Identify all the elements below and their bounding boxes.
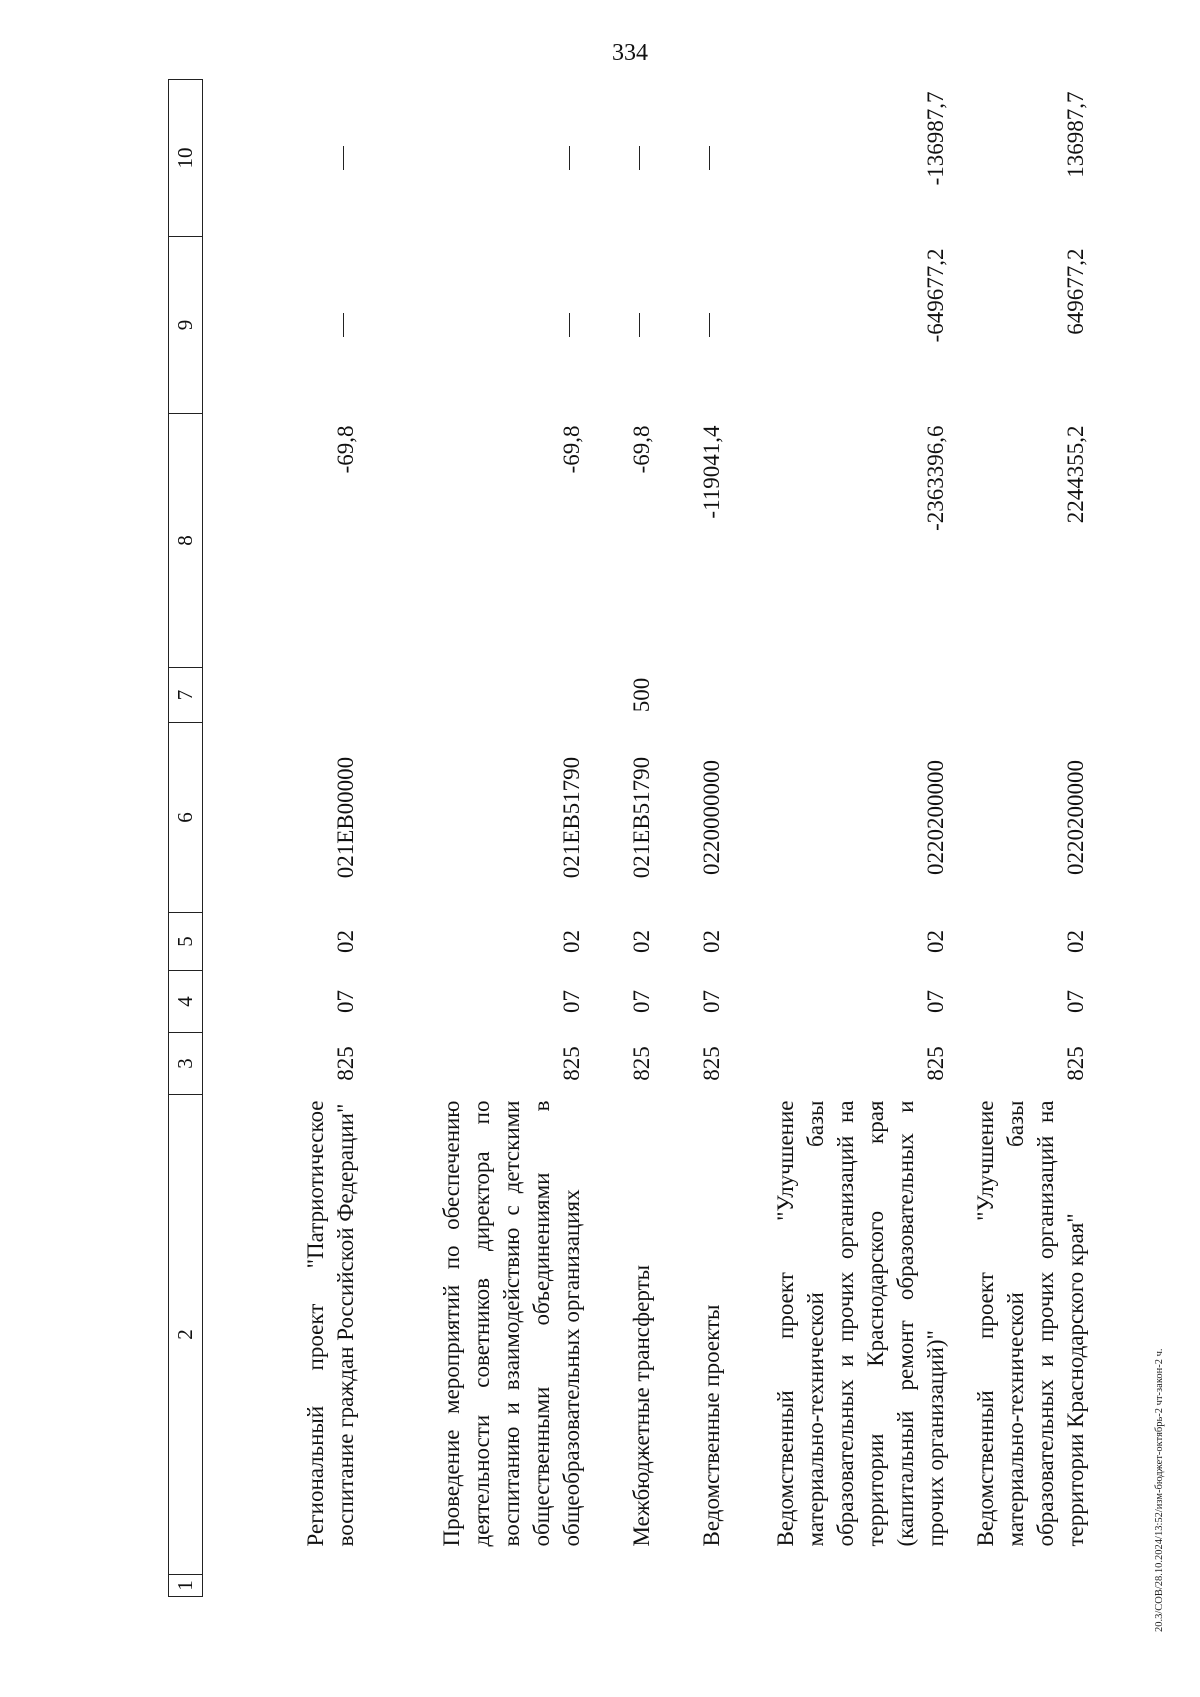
row-name: Ведомственный проект "Улучшение материально-технической базы образовательных и прочих организаций на территории Краснодарского края (капитальный ремонт образовательных и прочих организаций)" xyxy=(772,1100,948,1547)
table-header-row xyxy=(169,80,203,1597)
cell-c6: 021EB51790 xyxy=(558,756,584,879)
cell-c4: 07 xyxy=(628,990,654,1013)
dash-mark xyxy=(709,146,710,170)
cell-c5: 02 xyxy=(1062,930,1088,953)
column-header: 10 xyxy=(169,80,203,237)
cell-c4: 07 xyxy=(922,990,948,1013)
page-number: 334 xyxy=(612,40,648,66)
column-header: 9 xyxy=(169,237,203,414)
cell-c8: -69,8 xyxy=(558,425,584,474)
column-header: 6 xyxy=(169,723,203,913)
cell-c4: 07 xyxy=(1062,990,1088,1013)
cell-c3: 825 xyxy=(698,1046,724,1081)
cell-c7 xyxy=(363,668,587,723)
cell-c8: -119041,4 xyxy=(698,425,724,519)
cell-c7 xyxy=(657,668,727,723)
cell-c4: 07 xyxy=(558,990,584,1013)
column-header: 7 xyxy=(169,668,203,723)
dash-mark xyxy=(569,146,570,170)
cell-c8: -2363396,6 xyxy=(922,425,948,531)
cell-c3: 825 xyxy=(558,1046,584,1081)
cell-c5: 02 xyxy=(628,930,654,953)
column-header: 2 xyxy=(169,1095,203,1575)
row-name: Региональный проект "Патриотическое воспитание граждан Российской Федерации" xyxy=(302,1100,358,1547)
cell-c7 xyxy=(203,668,363,723)
dash-mark xyxy=(709,313,710,337)
cell-c7 xyxy=(951,668,1091,723)
cell-c10: -136987,7 xyxy=(922,91,948,186)
row-name: Ведомственный проект "Улучшение материально-технической базы образовательных и прочих организаций на территории Краснодарского края" xyxy=(972,1100,1088,1547)
table-row xyxy=(657,80,727,1597)
column-header: 3 xyxy=(169,1033,203,1095)
cell-c5: 02 xyxy=(332,930,358,953)
dash-mark xyxy=(639,146,640,170)
cell-c9: 649677,2 xyxy=(1062,248,1088,335)
cell-c5: 02 xyxy=(922,930,948,953)
cell-c3: 825 xyxy=(922,1046,948,1081)
dash-mark xyxy=(343,146,344,170)
table-row xyxy=(727,80,951,1597)
dash-mark xyxy=(569,313,570,337)
cell-c5: 02 xyxy=(698,930,724,953)
dash-mark xyxy=(343,313,344,337)
document-footer: 20.3/СОВ/28.10.2024/13:52/изм-бюджет-октябрь-2 чт-закон-2 ч. xyxy=(1154,1348,1165,1632)
table-row xyxy=(587,80,657,1597)
cell-c8: 2244355,2 xyxy=(1062,425,1088,524)
column-header: 8 xyxy=(169,414,203,668)
budget-table xyxy=(168,80,1098,1597)
cell-c8: -69,8 xyxy=(332,425,358,474)
cell-c3: 825 xyxy=(1062,1046,1088,1081)
column-header: 5 xyxy=(169,913,203,971)
cell-c6: 021EB00000 xyxy=(332,756,358,879)
dash-mark xyxy=(639,313,640,337)
column-header: 4 xyxy=(169,971,203,1033)
cell-c10: 136987,7 xyxy=(1062,91,1088,178)
cell-c6: 021EB51790 xyxy=(628,756,654,879)
column-header: 1 xyxy=(169,1575,203,1597)
table-row xyxy=(203,80,363,1597)
cell-c8: -69,8 xyxy=(628,425,654,474)
cell-c9: -649677,2 xyxy=(922,248,948,343)
cell-c3: 825 xyxy=(332,1046,358,1081)
row-name: Межбюджетные трансферты xyxy=(628,1264,654,1547)
row-name: Ведомственные проекты xyxy=(698,1304,724,1547)
cell-c6: 0220200000 xyxy=(1062,760,1088,875)
cell-c5: 02 xyxy=(558,930,584,953)
cell-c3: 825 xyxy=(628,1046,654,1081)
row-name: Проведение мероприятий по обеспечению деятельности советников директора по воспитанию и взаимодействию с детскими общественными объединениями в общеобразовательных организациях xyxy=(438,1100,584,1547)
budget-table-grid xyxy=(168,79,1091,1597)
cell-c7 xyxy=(727,668,951,723)
cell-c7: 500 xyxy=(628,677,654,713)
cell-c6: 0220200000 xyxy=(922,760,948,875)
cell-c6: 0220000000 xyxy=(698,760,724,875)
cell-c4: 07 xyxy=(332,990,358,1013)
table-row xyxy=(951,80,1091,1597)
cell-c4: 07 xyxy=(698,990,724,1013)
table-row xyxy=(363,80,587,1597)
